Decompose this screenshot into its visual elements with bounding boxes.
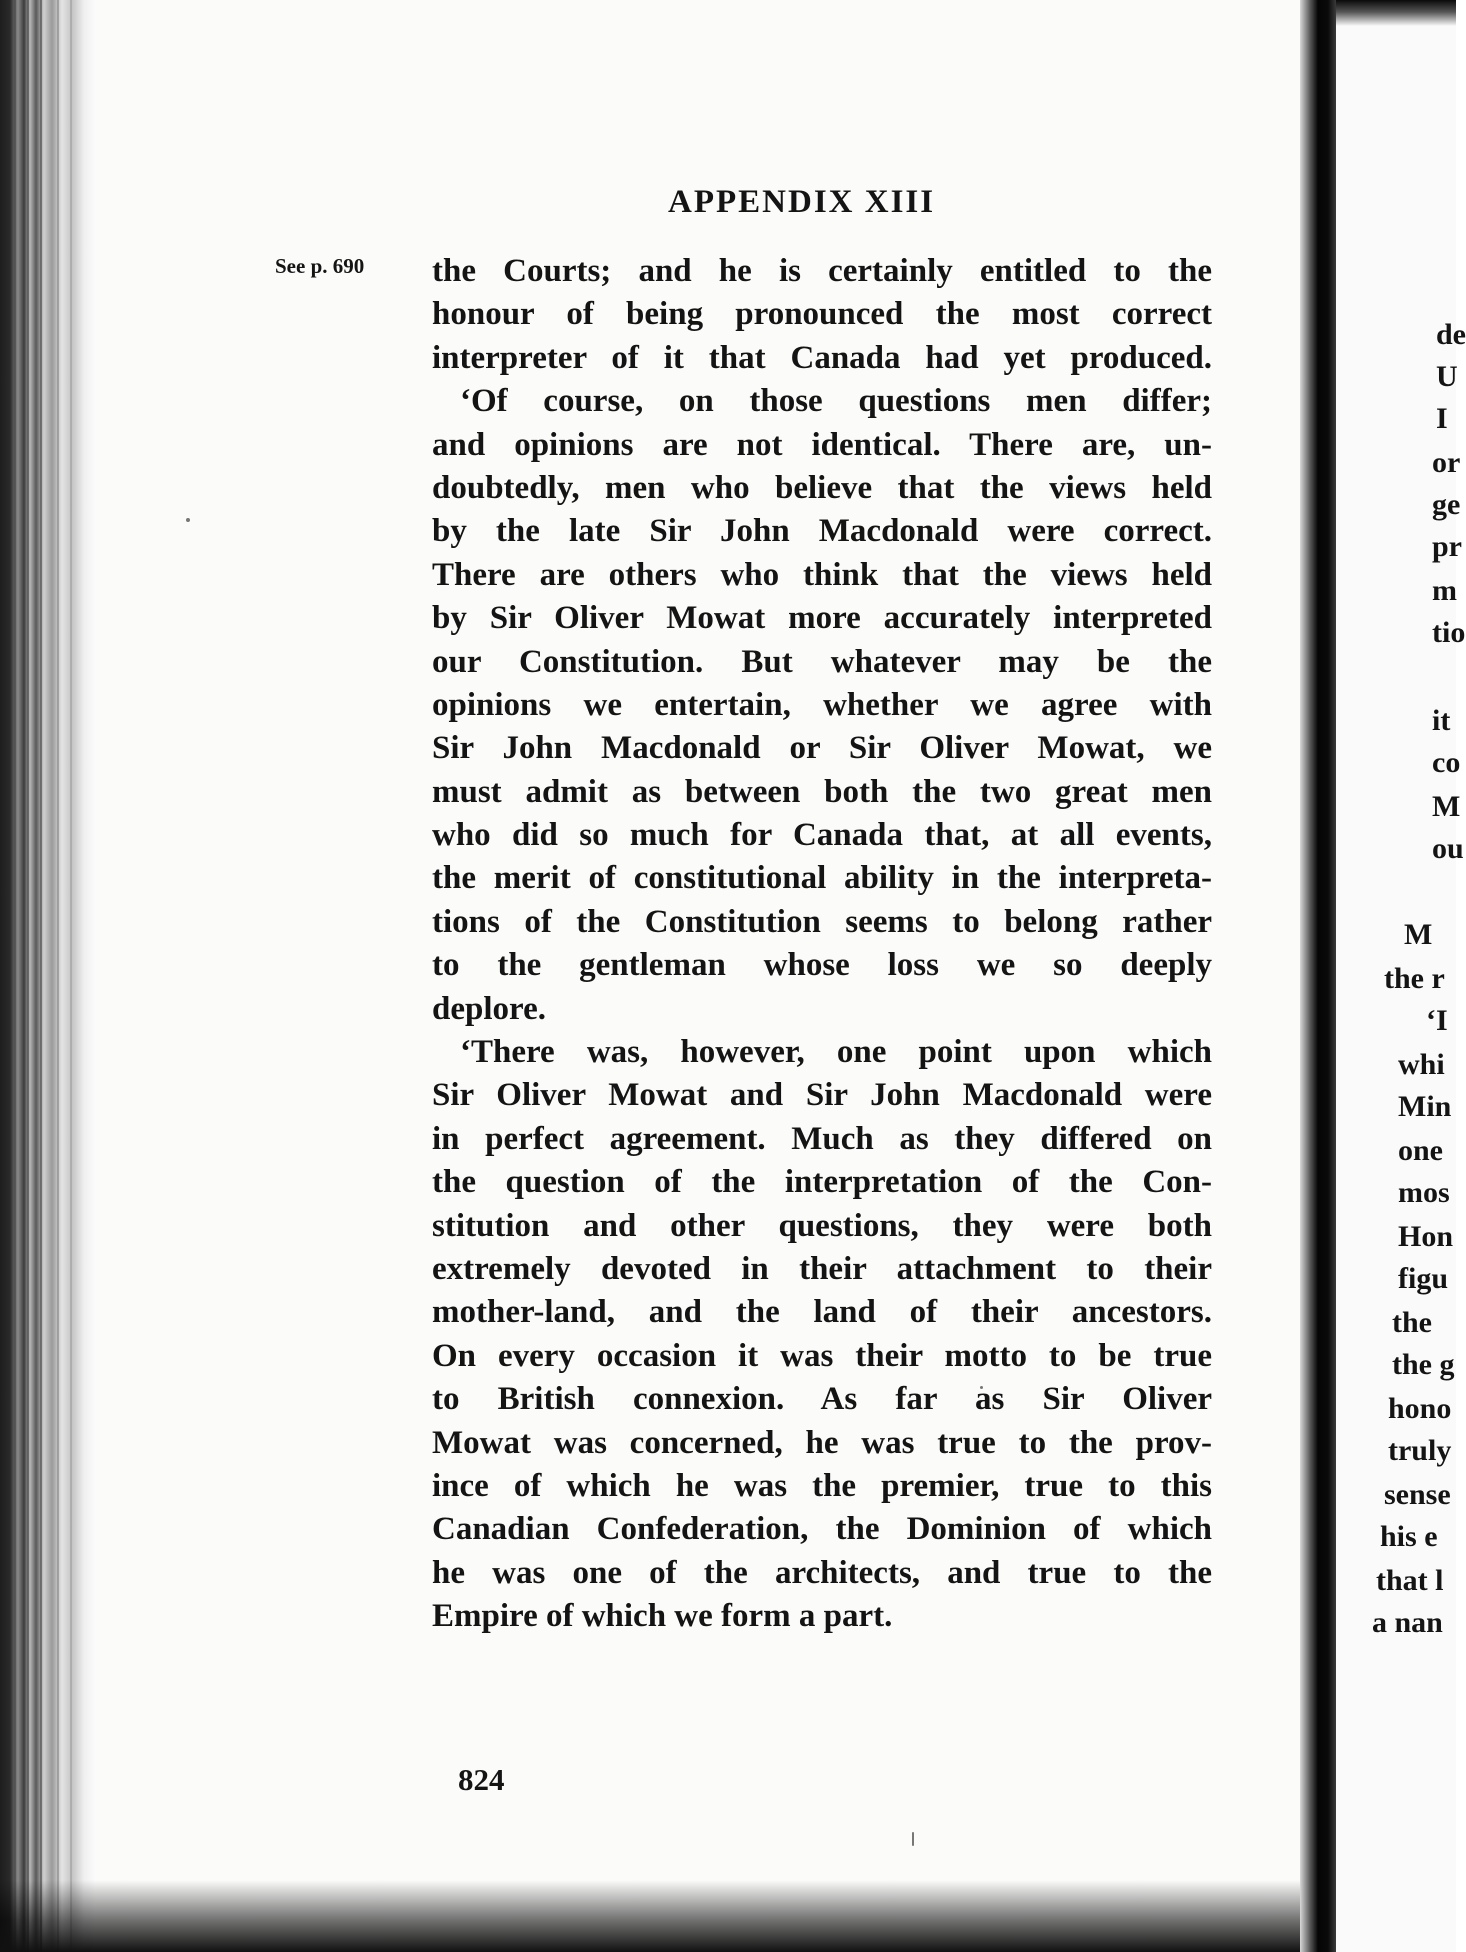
text-line: to the gentleman whose loss we so deeply [432,947,1212,984]
text-line: deplore. [432,990,546,1027]
facing-fragment: his e [1380,1520,1438,1553]
text-line: the Courts; and he is certainly entitled to the [432,253,1212,289]
speck [186,518,190,522]
text-line: who did so much for Canada that, at all events, [432,817,1212,854]
text-line: by Sir Oliver Mowat more accurately interpreted [432,600,1212,637]
text-line: the merit of constitutional ability in the interpreta- [432,860,1212,897]
facing-fragment: M [1404,918,1433,951]
facing-fragment: the g [1392,1348,1455,1381]
text-line: extremely devoted in their attachment to their [432,1250,1212,1287]
text-line: interpreter of it that Canada had yet produced. [432,339,1212,376]
text-line: to British connexion. As far as Sir Oliver [432,1381,1212,1418]
page-stack-line [40,0,42,1952]
facing-fragment: mos [1398,1176,1450,1209]
facing-fragment: one [1398,1134,1443,1167]
text-line: On every occasion it was their motto to be true [432,1337,1212,1374]
text-line: tions of the Constitution seems to belong rather [432,903,1212,940]
text-line: honour of being pronounced the most correct [432,296,1212,333]
facing-fragment: M [1432,790,1461,823]
facing-fragment: Min [1398,1090,1452,1123]
facing-fragment: m [1432,574,1457,607]
text-line: Canadian Confederation, the Dominion of which [432,1511,1212,1548]
text-line: in perfect agreement. Much as they differed on [432,1120,1212,1157]
facing-fragment: de [1436,318,1466,351]
facing-fragment: truly [1388,1434,1452,1467]
binding-edge [0,0,95,1952]
text-line: Empire of which we form a part. [432,1598,893,1635]
text-line: our Constitution. But whatever may be the [432,643,1212,680]
facing-fragment: whi [1398,1048,1445,1081]
facing-fragment: Hon [1398,1220,1454,1253]
text-line: Sir John Macdonald or Sir Oliver Mowat, we [432,730,1212,767]
facing-page-shadow [1336,0,1456,26]
text-line: the question of the interpretation of the Con- [432,1164,1212,1201]
text-line: he was one of the architects, and true to the [432,1554,1212,1591]
text-line: opinions we entertain, whether we agree with [432,686,1212,723]
text-line: must admit as between both the two great men [432,773,1212,810]
text-line: There are others who think that the views held [432,556,1212,593]
text-line: Mowat was concerned, he was true to the prov- [432,1424,1212,1461]
page-number: 824 [458,1762,505,1797]
page-stack-line [27,0,29,1952]
text-line: ‘There was, however, one point upon which [460,1034,1212,1071]
page-body [432,250,1212,1639]
text-line: doubtedly, men who believe that the views held [432,469,1212,506]
text-line: ince of which he was the premier, true to this [432,1467,1212,1504]
facing-fragment: ‘I [1426,1004,1448,1037]
speck [912,1832,914,1846]
facing-fragment: tio [1432,616,1466,649]
facing-fragment: or [1432,446,1461,479]
facing-fragment: it [1432,704,1451,737]
book-gutter [1300,0,1336,1952]
facing-fragment: the [1392,1306,1432,1339]
facing-fragment: hono [1388,1392,1452,1425]
bottom-shadow [0,1880,1456,1952]
text-line: ‘Of course, on those questions men differ; [460,383,1212,420]
facing-fragment: pr [1432,530,1462,563]
facing-fragment: that l [1376,1564,1444,1597]
text-line: Sir Oliver Mowat and Sir John Macdonald were [432,1077,1212,1114]
page-stack-line [70,0,72,1952]
facing-fragment: I [1436,402,1448,435]
facing-fragment: ou [1432,832,1464,865]
facing-fragment: U [1436,360,1458,393]
facing-fragment: figu [1398,1262,1449,1295]
facing-fragment: co [1432,746,1461,779]
text-line: mother-land, and the land of their ancestors. [432,1294,1212,1331]
facing-fragment: sense [1384,1478,1451,1511]
text-line: stitution and other questions, they were both [432,1207,1212,1244]
page-stack-line [14,0,16,1952]
facing-fragment: ge [1432,488,1461,521]
text-line: and opinions are not identical. There are, un- [432,426,1212,463]
margin-note: See p. 690 [275,254,365,278]
text-line: by the late Sir John Macdonald were correct. [432,513,1212,550]
facing-fragment: the r [1384,962,1445,995]
page-header: APPENDIX XIII [668,184,936,220]
page-stack-line [57,0,59,1952]
facing-fragment: a nan [1372,1606,1443,1639]
